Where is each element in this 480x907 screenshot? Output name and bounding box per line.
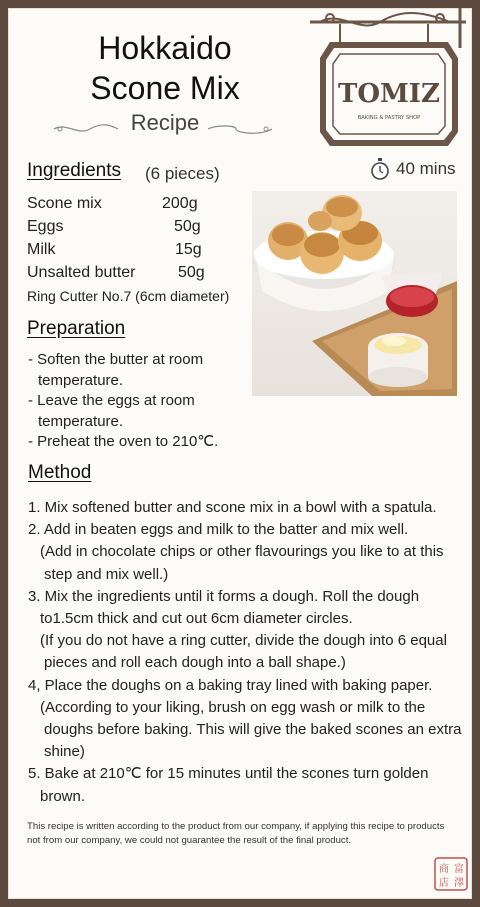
preparation-item: - Preheat the oven to 210℃. xyxy=(28,433,219,450)
ingredient-name: Unsalted butter xyxy=(27,264,136,281)
method-step-1: 1. Mix softened butter and scone mix in a bowl with a spatula. xyxy=(28,499,437,516)
stopwatch-icon xyxy=(370,158,390,180)
preparation-item: - Soften the butter at room temperature. xyxy=(28,351,204,389)
disclaimer-text: This recipe is written according to the product from our company, if applying this recipe to products not from our company, we could not guarantee the result of the final product. xyxy=(27,821,445,846)
cook-time xyxy=(370,158,456,180)
servings-label: (6 pieces) xyxy=(145,164,220,183)
logo-text: TOMIZ xyxy=(338,79,440,109)
tomiz-logo-sign xyxy=(300,8,472,158)
preparation-list xyxy=(28,350,243,453)
ingredient-name: Scone mix xyxy=(27,195,102,212)
method-step-2-note: (Add in chocolate chips or other flavourings you like to at this step and mix well.) xyxy=(40,543,444,583)
svg-text:商: 商 xyxy=(439,864,449,875)
ingredient-name: Eggs xyxy=(27,218,64,235)
ingredients-heading: Ingredients xyxy=(27,160,122,181)
scones-photo xyxy=(252,191,457,396)
method-step-4-note: (According to your liking, brush on egg wash or milk to the doughs before baking. This will give the baked scones an extra shine) xyxy=(40,698,462,761)
method-step-3: 3. Mix the ingredients until it forms a dough. Roll the dough to1.5cm thick and cut out 6cm diameter circles. xyxy=(28,587,420,628)
ingredient-qty: 15g xyxy=(175,241,202,258)
ingredient-qty: 50g xyxy=(178,264,205,281)
ring-cutter-note: Ring Cutter No.7 (6cm diameter) xyxy=(27,288,230,304)
method-heading: Method xyxy=(28,462,92,483)
title-line-2: Scone Mix xyxy=(90,70,240,106)
method-step-5: 5. Bake at 210℃ for 15 minutes until the scones turn golden brown. xyxy=(28,765,429,805)
method-step-4: 4, Place the doughs on a baking tray lined with baking paper. xyxy=(28,676,433,694)
logo-tagline: BAKING & PASTRY SHOP xyxy=(357,115,421,121)
page-title xyxy=(60,28,270,108)
ingredient-qty: 50g xyxy=(174,218,201,235)
company-seal-stamp xyxy=(434,857,468,891)
svg-text:富: 富 xyxy=(454,864,464,875)
preparation-item: - Leave the eggs at room temperature. xyxy=(28,392,195,430)
cook-time-value: 40 mins xyxy=(396,159,456,178)
method-step-3-note: (If you do not have a ring cutter, divide the dough into 6 equal pieces and roll each dough into a ball shape.) xyxy=(40,632,447,672)
preparation-heading: Preparation xyxy=(27,318,126,339)
ingredient-qty: 200g xyxy=(162,195,198,212)
method-steps xyxy=(28,497,468,808)
svg-text:店: 店 xyxy=(439,878,449,889)
svg-text:澤: 澤 xyxy=(454,878,464,889)
method-step-2: 2. Add in beaten eggs and milk to the batter and mix well. xyxy=(28,521,409,539)
page-subtitle: Recipe xyxy=(130,110,200,135)
flourish-right-icon xyxy=(206,122,274,136)
title-line-1: Hokkaido xyxy=(98,30,232,66)
ingredient-name: Milk xyxy=(27,241,56,258)
